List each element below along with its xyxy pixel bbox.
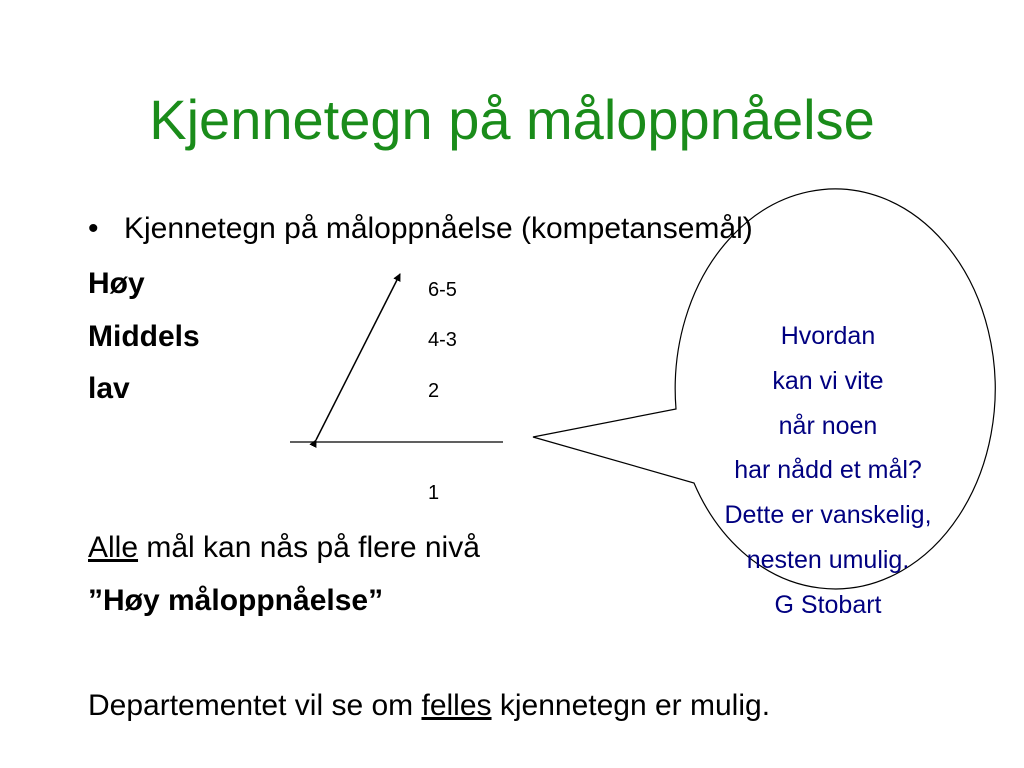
footer-statement [88,688,770,724]
double-arrow [316,274,400,440]
statement-underlined-word: Alle [88,531,139,564]
callout-line: kan vi vite [772,366,884,395]
bullet-text: Kjennetegn på måloppnåelse (kompetansemål) [124,212,753,245]
callout-line: når noen [778,411,878,440]
callout-line: Hvordan [780,322,876,350]
level-score-middle: 4-3 [428,329,457,351]
callout-line: har nådd et mål? [734,456,922,485]
below-line-score: 1 [428,482,440,504]
footer-after: kjennetegn er mulig. [491,689,771,722]
callout-text [672,314,984,628]
level-score-low: 2 [428,380,440,402]
bullet-icon: • [88,212,99,245]
level-label-low: lav [88,372,130,405]
callout-line: nesten umulig. [746,545,910,574]
slide-title: Kjennetegn på måloppnåelse [149,88,875,151]
bullet-item [88,211,753,247]
callout-author: G Stobart [774,590,882,619]
statement-high-achievement: ”Høy måloppnåelse” [88,584,384,617]
footer-underlined-word: felles [421,689,492,722]
footer-before: Departementet vil se om [88,689,422,722]
statement-all-goals [88,530,480,566]
level-score-high: 6-5 [428,279,457,301]
level-label-middle: Middels [88,320,200,353]
statement-rest: mål kan nås på flere nivå [138,531,480,564]
callout-line: Dette er vanskelig, [724,501,932,530]
level-label-high: Høy [88,267,145,300]
